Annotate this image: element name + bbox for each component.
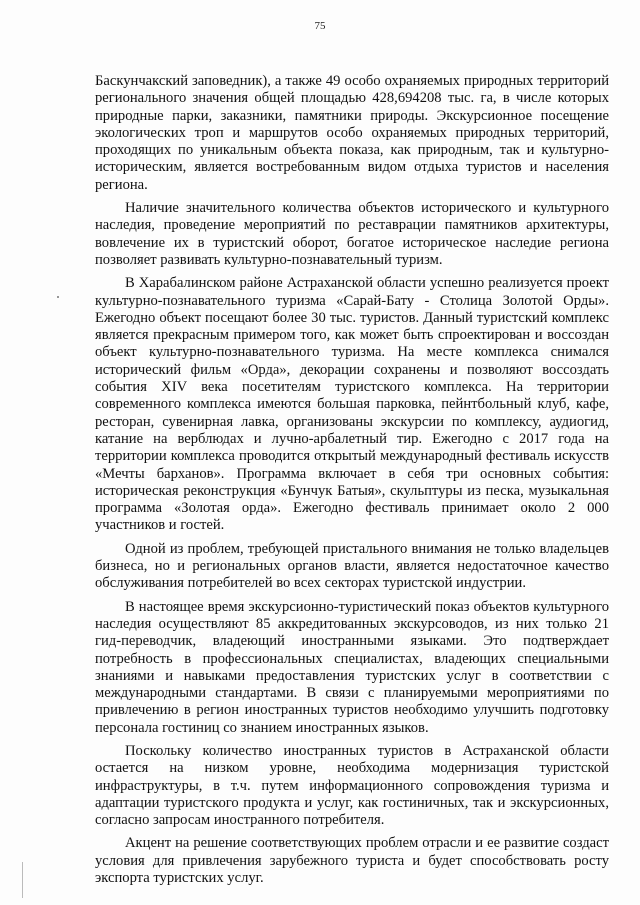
document-body — [95, 73, 609, 893]
paragraph-7: Акцент на решение соответствующих проблем отрасли и ее развитие создаст условия для привлечения зарубежного туриста и будет способствовать росту экспорта туристских услуг. — [95, 835, 609, 887]
paragraph-6: Поскольку количество иностранных туристов в Астраханской области остается на низком уровне, необходима модернизация туристской инфраструктуры, в т.ч. путем информационного сопровождения туризма и адаптации туристского продукта и услуг, как гостиничных, так и экскурсионных, согласно запросам иностранного потребителя. — [95, 742, 609, 829]
scan-edge-mark — [22, 862, 23, 898]
paragraph-4: Одной из проблем, требующей пристального внимания не только владельцев бизнеса, но и региональных органов власти, является недостаточное качество обслуживания потребителей во всех секторах туристской индустрии. — [95, 540, 609, 592]
paragraph-3: В Харабалинском районе Астраханской области успешно реализуется проект культурно-познавательного туризма «Сарай-Бату - Столица Золотой Орды». Ежегодно объект посещают более 30 тыс. туристов. Данный туристский комплекс является прекрасным примером того, как может быть спроектирован и воссоздан объект культурно-познавательного туризма. На месте комплекса снимался исторический фильм «Орда», декорации сохранены и позволяют воссоздать события XIV века посетителям туристского комплекса. На территории современного комплекса имеются большая парковка, пейнтбольный клуб, кафе, ресторан, сувенирная лавка, организованы экскурсии по комплексу, аудиогид, катание на верблюдах и лучно-арбалетный тир. Ежегодно с 2017 года на территории комплекса проводится открытый международный фестиваль искусств «Мечты барханов». Программа включает в себя три основных события: историческая реконструкция «Бунчук Батыя», скульптуры из песка, музыкальная программа «Золотая орда». Ежегодно фестиваль принимает около 2 000 участников и гостей. — [95, 275, 609, 534]
page-number: 75 — [314, 20, 326, 32]
scan-dot-mark — [57, 296, 59, 298]
paragraph-1: Баскунчакский заповедник), а также 49 особо охраняемых природных территорий регионального значения общей площадью 428,694208 тыс. га, в числе которых природные парки, заказники, памятники природы. Экскурсионное посещение экологических троп и маршрутов особо охраняемых природных территорий, проходящих по уникальным объекта показа, как природным, так и культурно-историческим, является востребованным видом отдыха туристов и населения региона. — [95, 73, 609, 193]
paragraph-5: В настоящее время экскурсионно-туристический показ объектов культурного наследия осуществляют 85 аккредитованных экскурсоводов, из них только 21 гид-переводчик, владеющий иностранными языками. Это подтверждает потребность в профессиональных специалистах, владеющих специальными знаниями и навыками предоставления туристских услуг в соответствии с международными стандартами. В связи с планируемыми мероприятиями по привлечению в регион иностранных туристов необходимо улучшить подготовку персонала гостиниц со знанием иностранных языков. — [95, 598, 609, 736]
paragraph-2: Наличие значительного количества объектов исторического и культурного наследия, проведение мероприятий по реставрации памятников архитектуры, вовлечение их в туристский оборот, богатое историческое наследие региона позволяет развивать культурно-познавательный туризм. — [95, 200, 609, 268]
